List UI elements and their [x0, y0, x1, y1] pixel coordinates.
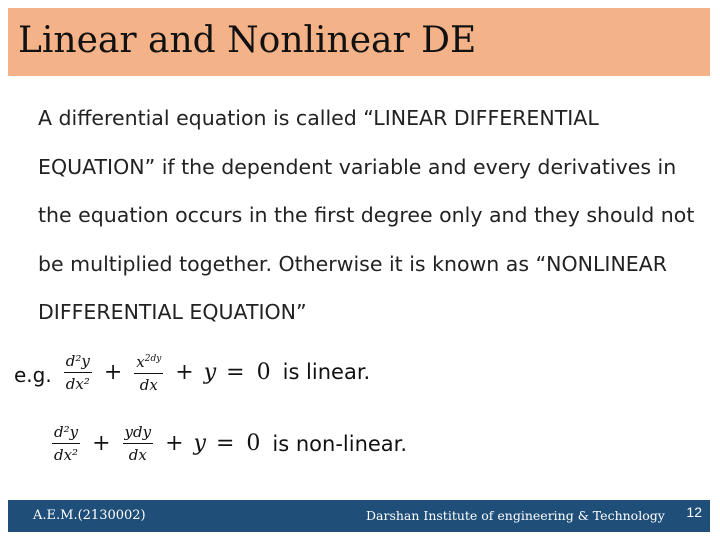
plus-sign: +: [103, 359, 123, 385]
fraction-denominator: dx: [139, 376, 158, 394]
title-bar: [8, 8, 710, 76]
first-derivative-fraction: [134, 350, 163, 394]
plus-sign: +: [92, 431, 111, 456]
second-derivative-fraction: [52, 423, 80, 464]
plus-sign: +: [175, 359, 194, 385]
fraction-denominator: dx²: [54, 446, 79, 464]
example-equation-linear: [14, 350, 370, 394]
equals-sign: =: [215, 431, 235, 456]
fraction-denominator: dx: [128, 446, 147, 464]
product-derivative-fraction: [123, 423, 154, 464]
fraction-denominator: dx²: [65, 374, 90, 393]
definition-paragraph: A differential equation is called “LINEAR DIFFERENTIAL EQUATION” if the dependent variable and every derivatives in the equation occurs in the first degree only and they should not be multiplied together. Otherwise it is known as “NONLINEAR DIFFERENTIAL EQUATION”: [38, 106, 695, 324]
fraction-numerator: d²y: [52, 423, 80, 444]
numerator-superscript: 2dy: [144, 354, 162, 364]
numerator-base: x: [136, 353, 145, 371]
institute-name: Darshan Institute of engineering & Technology: [366, 508, 665, 523]
variable-y: y: [203, 359, 217, 385]
footer-bar: [8, 500, 710, 532]
equation-classification: is non-linear.: [272, 431, 408, 456]
variable-y: y: [193, 431, 206, 456]
course-code: A.E.M.(2130002): [33, 508, 146, 523]
fraction-numerator: ydy: [123, 423, 154, 444]
slide-title: Linear and Nonlinear DE: [18, 20, 477, 61]
example-lead: e.g.: [14, 363, 52, 387]
equation-classification: is linear.: [282, 360, 371, 384]
second-derivative-fraction: [64, 352, 92, 393]
zero: 0: [246, 431, 261, 456]
zero: 0: [256, 359, 271, 385]
fraction-numerator: d²y: [64, 352, 92, 373]
page-number: 12: [686, 504, 702, 520]
fraction-numerator: [134, 350, 163, 374]
example-equation-nonlinear: [46, 423, 407, 464]
plus-sign: +: [165, 431, 184, 456]
equals-sign: =: [226, 359, 245, 385]
